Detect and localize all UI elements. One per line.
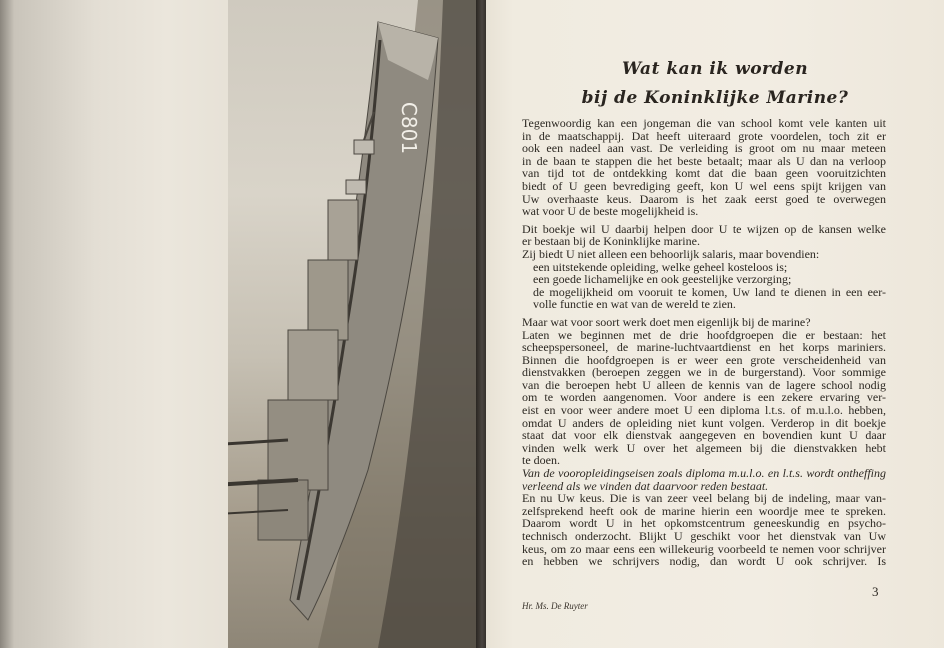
text-line: scheepspersoneel, de marine-luchtvaartdienst en het korps mariniers.	[522, 340, 886, 355]
photo-caption: Hr. Ms. De Ruyter	[522, 601, 588, 611]
hull-number: C801	[397, 101, 421, 155]
warship-photo	[228, 0, 482, 648]
text-line: En nu Uw keus. Die is van zeer veel belang bij de indeling, maar van-	[522, 491, 886, 506]
text-line: keus, om zo maar eens een willekeurig voorbeeld te nemen voor schrijver	[522, 541, 886, 556]
text-line: Zij biedt U niet alleen een behoorlijk salaris, maar bovendien:	[522, 246, 820, 261]
page-title-line-1: Wat kan ik worden	[621, 59, 809, 79]
text-line: en hebben we schrijvers nodig, dan wordt U ook schrijver. Is	[522, 554, 886, 569]
text-line: Uw overhaaste keus. Daarom is het zaak eerst goed te overwegen	[522, 191, 886, 206]
text-line: er bestaan bij de Koninklijke marine.	[522, 234, 700, 249]
text-line: een goede lichamelijke en ook geestelijke verzorging;	[533, 272, 792, 287]
text-line: dienstvakken (beroepen zeggen we in de burgerstand). Voor sommige	[522, 365, 886, 380]
text-line: Dit boekje wil U daarbij helpen door U te wijzen op de kansen welke	[522, 221, 886, 236]
text-line: staat dat voor elk dienstvak aangegeven en bovendien kunt U daar	[522, 428, 886, 443]
text-line: Laten we beginnen met de drie hoofdgroepen die er bestaan: het	[522, 327, 886, 342]
text-line: Binnen die hoofdgroepen is er weer een grote verscheidenheid van	[522, 352, 886, 367]
text-line: om te worden aangenomen. Voor andere is een zekere ervaring ver-	[522, 390, 886, 405]
text-line: zelfsprekend heeft ook de marine hierin een woordje mee te spreken.	[522, 503, 886, 518]
text-line: de mogelijkheid om vooruit te komen, Uw land te dienen in een eer-	[533, 284, 886, 299]
text-page	[486, 0, 944, 648]
text-line: van tijd tot de ontdekking komt dat die baan geen vooruitzichten	[522, 166, 886, 181]
text-line: Tegenwoordig kan een jongeman die van school komt vele kanten uit	[522, 116, 886, 130]
warship-illustration	[228, 0, 482, 648]
text-line: Daarom wordt U in het opkomstcentrum geneeskundig en psycho-	[522, 516, 886, 531]
body-text	[522, 117, 886, 568]
text-line: omdat U anders de opleiding niet kunt volgen. Verderop in dit boekje	[522, 415, 886, 430]
text-line: verleend als we vinden dat daarvoor reden bestaat.	[522, 478, 769, 493]
text-line: vinden welk werk U over het algemeen bij die dienstvakken hebt	[522, 440, 886, 455]
text-line: te doen.	[522, 453, 560, 468]
text-line: van die beroepen hebt U alleen de kennis van de lagere school nodig	[522, 377, 886, 392]
text-line: eist en voor weer andere moet U een diploma l.t.s. of m.u.l.o. hebben,	[522, 403, 886, 418]
text-line: wat voor U de beste mogelijkheid is.	[522, 204, 699, 219]
text-line: biedt of U geen bevrediging geeft, kon U wel eens spijt krijgen van	[522, 178, 886, 193]
text-line: volle functie en wat van de wereld te zien.	[533, 297, 736, 312]
text-line: Maar wat voor soort werk doet men eigenlijk bij de marine?	[522, 314, 811, 329]
text-line: in de baan te stappen die het beste betaalt; maar als U dan na verloop	[522, 153, 886, 168]
text-line: een uitstekende opleiding, welke geheel kosteloos is;	[533, 259, 788, 274]
text-line: in de maatschappij. Dat heeft uiteraard grote voordelen, toch zit er	[522, 128, 886, 143]
page-number: 3	[872, 584, 879, 599]
page-margin	[0, 0, 238, 648]
page-title-line-2: bij de Koninklijke Marine?	[581, 88, 849, 108]
text-line: Van de vooropleidingseisen zoals diploma m.u.l.o. en l.t.s. wordt ontheffing	[522, 466, 886, 481]
text-line: technisch onderzocht. Blijkt U geschikt voor het dienstvak van Uw	[522, 529, 886, 543]
text-line: ook een nadeel aan vast. De verleiding is groot om nu maar meteen	[522, 141, 886, 156]
